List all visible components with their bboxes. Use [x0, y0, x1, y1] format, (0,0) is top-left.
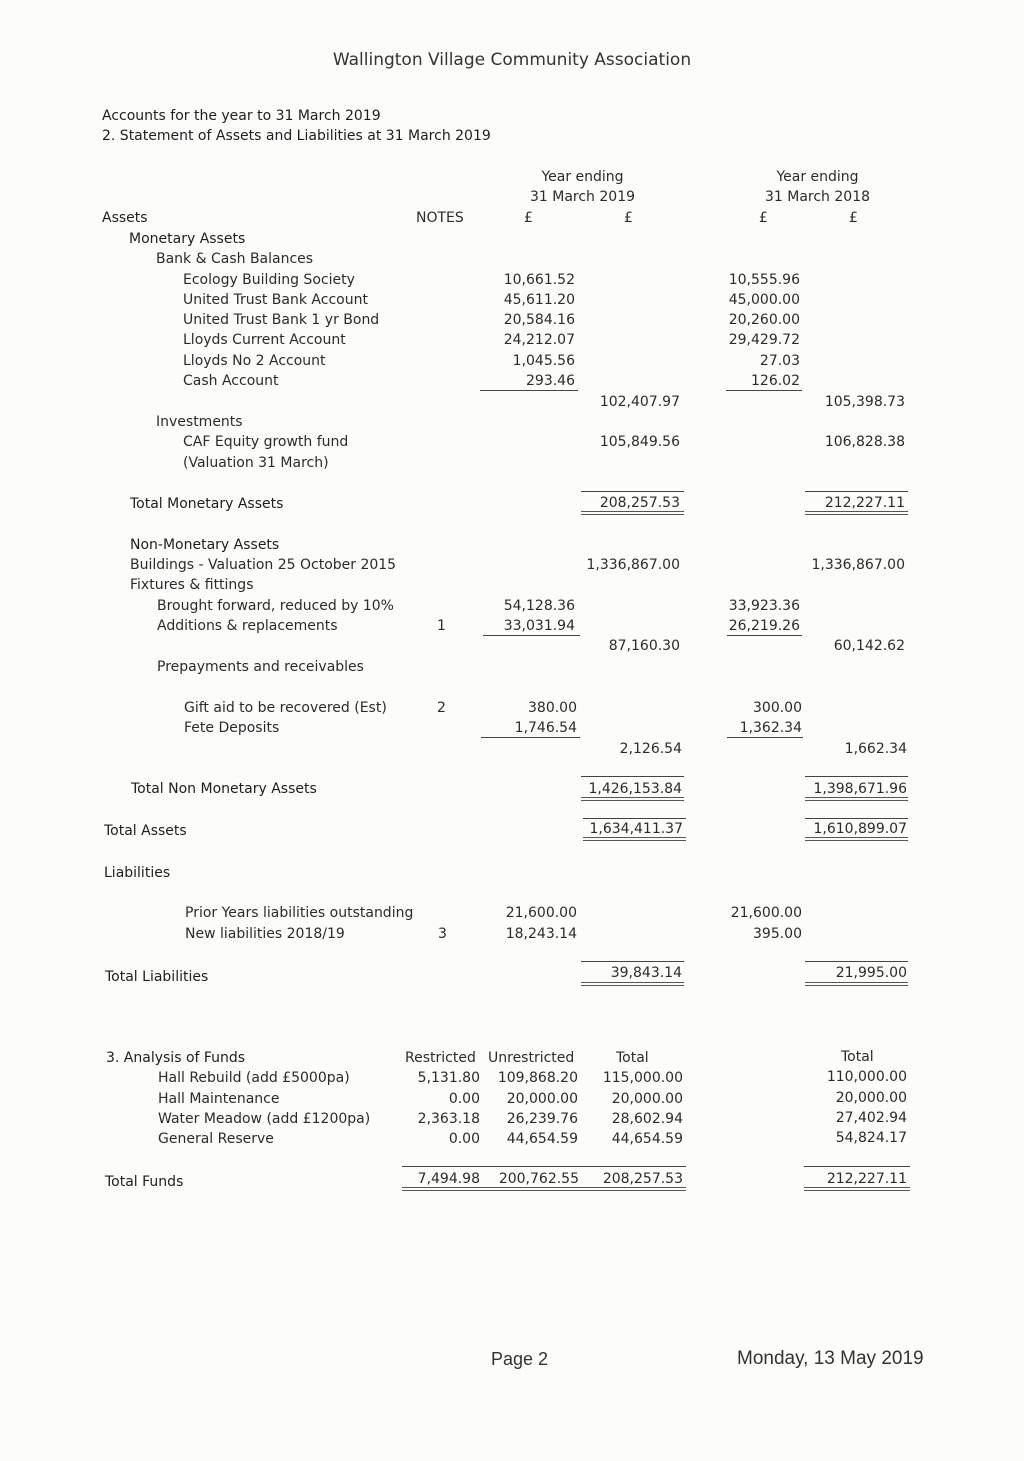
bank-row-2018: 126.02: [751, 373, 800, 389]
fund-unrestricted: 20,000.00: [506, 1091, 578, 1107]
bank-row-2018: 20,260.00: [728, 312, 800, 328]
new-liabilities-label: New liabilities 2018/19: [185, 926, 345, 942]
document-title: Wallington Village Community Association: [332, 50, 692, 70]
caf-fund-2019: 105,849.56: [599, 434, 680, 450]
additions-2019: 33,031.94: [503, 618, 575, 634]
currency-symbol: £: [524, 210, 533, 226]
total-double-rule: [805, 797, 908, 801]
fund-unrestricted: 26,239.76: [506, 1111, 578, 1127]
additions-label: Additions & replacements: [157, 618, 338, 634]
fund-total: 28,602.94: [611, 1111, 683, 1127]
total-monetary-label: Total Monetary Assets: [130, 496, 284, 512]
nonmonetary-heading: Non-Monetary Assets: [130, 537, 280, 553]
subtotal-rule: [727, 737, 803, 738]
bank-row-label: United Trust Bank 1 yr Bond: [183, 312, 380, 328]
total-monetary-2019: 208,257.53: [599, 495, 680, 511]
investments-heading: Investments: [156, 414, 243, 430]
total-double-rule: [805, 837, 908, 841]
bank-row-2019: 24,212.07: [503, 332, 575, 348]
total-nonmonetary-2019: 1,426,153.84: [588, 781, 682, 797]
note-ref: 3: [438, 926, 447, 942]
total-liabilities-2019: 39,843.14: [610, 965, 682, 981]
bank-row-2019: 20,584.16: [503, 312, 575, 328]
gift-aid-2018: 300.00: [753, 700, 802, 716]
additions-2018: 26,219.26: [728, 618, 800, 634]
prior-liabilities-2018: 21,600.00: [730, 905, 802, 921]
monetary-assets-heading: Monetary Assets: [129, 231, 246, 247]
statement-title: 2. Statement of Assets and Liabilities at 31 March 2019: [102, 128, 491, 144]
total-rule: [581, 776, 684, 777]
bank-row-label: Lloyds No 2 Account: [183, 353, 326, 369]
bank-row-2019: 1,045.56: [512, 353, 575, 369]
total-liabilities-label: Total Liabilities: [105, 969, 209, 985]
fund-unrestricted: 44,654.59: [506, 1131, 578, 1147]
fund-total-prev: 27,402.94: [835, 1110, 907, 1126]
buildings-label: Buildings - Valuation 25 October 2015: [130, 557, 397, 573]
total-assets-label: Total Assets: [104, 823, 187, 839]
total-funds-unrestricted: 200,762.55: [498, 1171, 579, 1187]
total-funds-label: Total Funds: [105, 1174, 184, 1190]
fete-deposits-2019: 1,746.54: [514, 720, 577, 736]
total-double-rule: [805, 982, 908, 986]
brought-forward-2019: 54,128.36: [503, 598, 575, 614]
note-ref: 2: [437, 700, 446, 716]
bank-row-label: United Trust Bank Account: [183, 292, 368, 308]
prior-liabilities-label: Prior Years liabilities outstanding: [185, 905, 414, 921]
col-2018-line2: 31 March 2018: [764, 189, 871, 205]
col-total: Total: [616, 1050, 649, 1066]
bank-row-2018: 45,000.00: [728, 292, 800, 308]
bank-row-2019: 45,611.20: [503, 292, 575, 308]
fete-deposits-2018: 1,362.34: [739, 720, 802, 736]
fund-restricted: 0.00: [448, 1131, 480, 1147]
fixtures-total-2019: 87,160.30: [608, 638, 680, 654]
total-assets-2018: 1,610,899.07: [813, 821, 907, 837]
fete-deposits-label: Fete Deposits: [184, 720, 280, 736]
funds-heading: 3. Analysis of Funds: [106, 1050, 246, 1066]
assets-heading: Assets: [102, 210, 148, 226]
total-assets-2019: 1,634,411.37: [589, 821, 683, 837]
col-2019-line2: 31 March 2019: [529, 189, 636, 205]
bank-row-label: Ecology Building Society: [183, 272, 355, 288]
subtotal-rule: [726, 390, 802, 391]
print-date: Monday, 13 May 2019: [737, 1348, 924, 1369]
fund-restricted: 2,363.18: [417, 1111, 480, 1127]
col-2019-line1: Year ending: [541, 169, 624, 185]
col-unrestricted: Unrestricted: [488, 1050, 575, 1066]
subtotal-rule: [727, 635, 802, 636]
total-double-rule: [581, 982, 684, 986]
valuation-note: (Valuation 31 March): [183, 455, 329, 471]
subtotal-rule: [483, 635, 580, 636]
currency-symbol: £: [624, 210, 633, 226]
buildings-2018: 1,336,867.00: [811, 557, 905, 573]
total-monetary-2018: 212,227.11: [824, 495, 905, 511]
fund-total-prev: 110,000.00: [826, 1069, 907, 1085]
bank-row-label: Cash Account: [183, 373, 279, 389]
fund-unrestricted: 109,868.20: [497, 1070, 578, 1086]
prepay-total-2019: 2,126.54: [619, 741, 682, 757]
total-rule: [805, 776, 908, 777]
total-double-rule: [583, 837, 686, 841]
total-funds-total: 208,257.53: [602, 1171, 683, 1187]
total-rule: [805, 491, 908, 492]
caf-fund-label: CAF Equity growth fund: [183, 434, 349, 450]
total-double-rule: [402, 1187, 686, 1191]
note-ref: 1: [437, 618, 446, 634]
total-funds-prev: 212,227.11: [826, 1171, 907, 1187]
total-nonmonetary-2018: 1,398,671.96: [813, 781, 907, 797]
gift-aid-label: Gift aid to be recovered (Est): [184, 700, 387, 716]
total-rule: [805, 818, 908, 819]
total-double-rule: [581, 797, 684, 801]
new-liabilities-2019: 18,243.14: [505, 926, 577, 942]
prepayments-heading: Prepayments and receivables: [157, 659, 364, 675]
col-restricted: Restricted: [405, 1050, 476, 1066]
fund-row-label: Hall Maintenance: [158, 1091, 280, 1107]
bank-row-2019: 10,661.52: [503, 272, 575, 288]
gift-aid-2019: 380.00: [528, 700, 577, 716]
fund-restricted: 0.00: [448, 1091, 480, 1107]
total-rule: [583, 818, 686, 819]
total-rule: [581, 961, 684, 962]
total-double-rule: [581, 511, 684, 515]
fund-row-label: General Reserve: [158, 1131, 274, 1147]
accounts-period: Accounts for the year to 31 March 2019: [102, 108, 381, 124]
total-rule: [402, 1166, 686, 1167]
bank-total-2019: 102,407.97: [599, 394, 680, 410]
subtotal-rule: [480, 390, 578, 391]
bank-row-2019: 293.46: [526, 373, 575, 389]
fund-total-prev: 20,000.00: [835, 1090, 907, 1106]
bank-cash-heading: Bank & Cash Balances: [156, 251, 314, 267]
total-rule: [805, 961, 908, 962]
currency-symbol: £: [849, 210, 858, 226]
total-double-rule: [805, 511, 908, 515]
fund-row-label: Water Meadow (add £1200pa): [158, 1111, 371, 1127]
new-liabilities-2018: 395.00: [753, 926, 802, 942]
total-rule: [581, 491, 684, 492]
total-double-rule: [804, 1187, 910, 1191]
bank-row-2018: 10,555.96: [728, 272, 800, 288]
col-total-prev: Total: [841, 1049, 874, 1065]
caf-fund-2018: 106,828.38: [824, 434, 905, 450]
brought-forward-2018: 33,923.36: [728, 598, 800, 614]
fund-row-label: Hall Rebuild (add £5000pa): [158, 1070, 350, 1086]
fund-total: 44,654.59: [611, 1131, 683, 1147]
currency-symbol: £: [759, 210, 768, 226]
bank-total-2018: 105,398.73: [824, 394, 905, 410]
notes-header: NOTES: [416, 210, 464, 226]
page-number: Page 2: [491, 1349, 549, 1369]
fund-total-prev: 54,824.17: [835, 1130, 907, 1146]
fixtures-heading: Fixtures & fittings: [130, 577, 254, 593]
brought-forward-label: Brought forward, reduced by 10%: [157, 598, 394, 614]
fund-restricted: 5,131.80: [417, 1070, 480, 1086]
bank-row-label: Lloyds Current Account: [183, 332, 346, 348]
bank-row-2018: 27.03: [759, 353, 800, 369]
total-nonmonetary-label: Total Non Monetary Assets: [131, 781, 317, 797]
fixtures-total-2018: 60,142.62: [833, 638, 905, 654]
liabilities-heading: Liabilities: [104, 865, 171, 881]
subtotal-rule: [481, 737, 580, 738]
fund-total: 115,000.00: [602, 1070, 683, 1086]
bank-row-2018: 29,429.72: [728, 332, 800, 348]
col-2018-line1: Year ending: [776, 169, 859, 185]
prior-liabilities-2019: 21,600.00: [505, 905, 577, 921]
prepay-total-2018: 1,662.34: [844, 741, 907, 757]
buildings-2019: 1,336,867.00: [586, 557, 680, 573]
total-rule: [804, 1166, 910, 1167]
fund-total: 20,000.00: [611, 1091, 683, 1107]
total-liabilities-2018: 21,995.00: [835, 965, 907, 981]
total-funds-restricted: 7,494.98: [417, 1171, 480, 1187]
